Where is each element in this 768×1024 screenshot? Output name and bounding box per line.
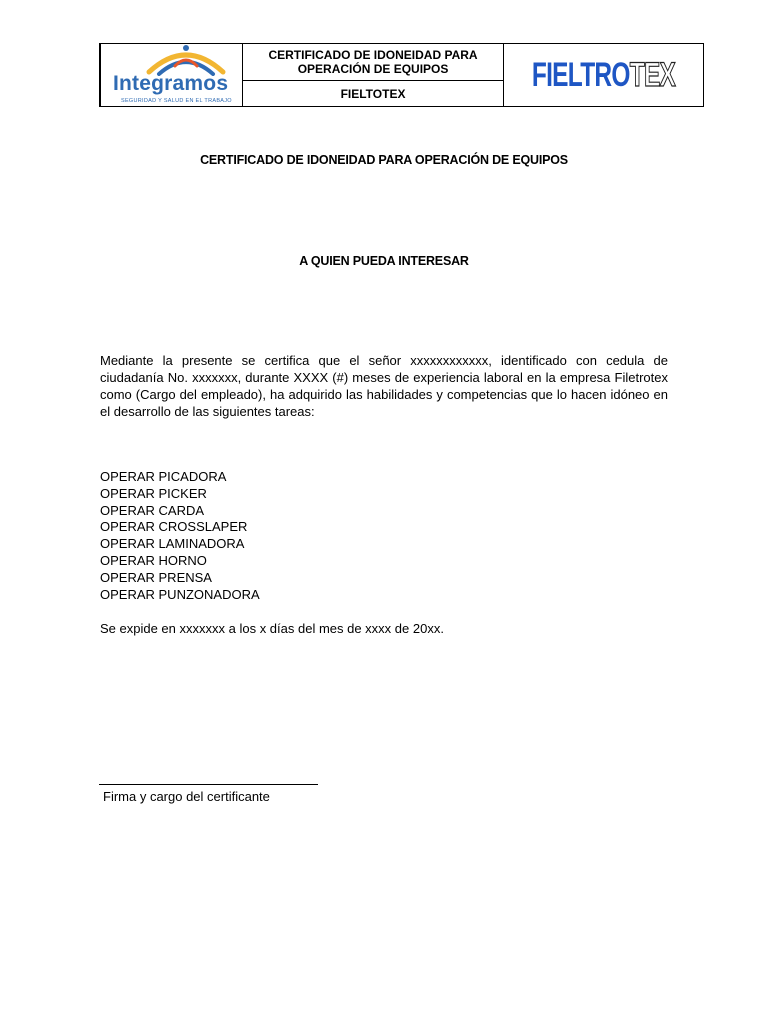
fieltrotex-logo	[504, 44, 703, 106]
integramos-tagline: SEGURIDAD Y SALUD EN EL TRABAJO	[121, 98, 232, 104]
fieltrotex-wordmark-part2: TEX	[629, 55, 676, 94]
integramos-logo	[101, 44, 243, 106]
header-company: FIELTOTEX	[340, 86, 406, 101]
document-title: CERTIFICADO DE IDONEIDAD PARA OPERACIÓN DE EQUIPOS	[200, 153, 568, 167]
task-item: OPERAR PUNZONADORA	[100, 586, 260, 602]
task-item: OPERAR CROSSLAPER	[100, 519, 248, 535]
fieltrotex-wordmark-part1: FIELTRO	[531, 55, 630, 94]
task-item: OPERAR PRENSA	[100, 569, 212, 585]
signature-line	[99, 784, 318, 785]
task-item: OPERAR LAMINADORA	[100, 536, 245, 552]
certification-paragraph: Mediante la presente se certifica que el señor xxxxxxxxxxxx, identificado con cedula de ciudadanía No. xxxxxxx, durante XXXX (#) meses de experiencia laboral en la empresa Filetrotex como (Cargo del empleado), ha adquirido las habilidades y competencias que lo hacen idóneo en el desarrollo de las siguientes tareas:	[100, 353, 668, 419]
task-item: OPERAR PICKER	[100, 485, 207, 501]
task-list	[100, 469, 260, 603]
task-item: OPERAR HORNO	[100, 552, 207, 568]
signature-label: Firma y cargo del certificante	[103, 789, 270, 804]
header-title-cell	[243, 44, 504, 106]
issued-statement: Se expide en xxxxxxx a los x días del mes de xxxx de 20xx.	[100, 621, 444, 636]
task-item: OPERAR CARDA	[100, 502, 205, 518]
header-title	[243, 44, 503, 81]
header-title-line1: CERTIFICADO DE IDONEIDAD PARA	[268, 48, 478, 62]
salutation: A QUIEN PUEDA INTERESAR	[299, 254, 469, 268]
task-item: OPERAR PICADORA	[100, 469, 227, 484]
fieltrotex-wordmark	[532, 56, 675, 95]
document-header	[99, 43, 704, 107]
integramos-wordmark: Integramos	[113, 72, 229, 95]
header-title-line2: OPERACIÓN DE EQUIPOS	[297, 62, 449, 76]
